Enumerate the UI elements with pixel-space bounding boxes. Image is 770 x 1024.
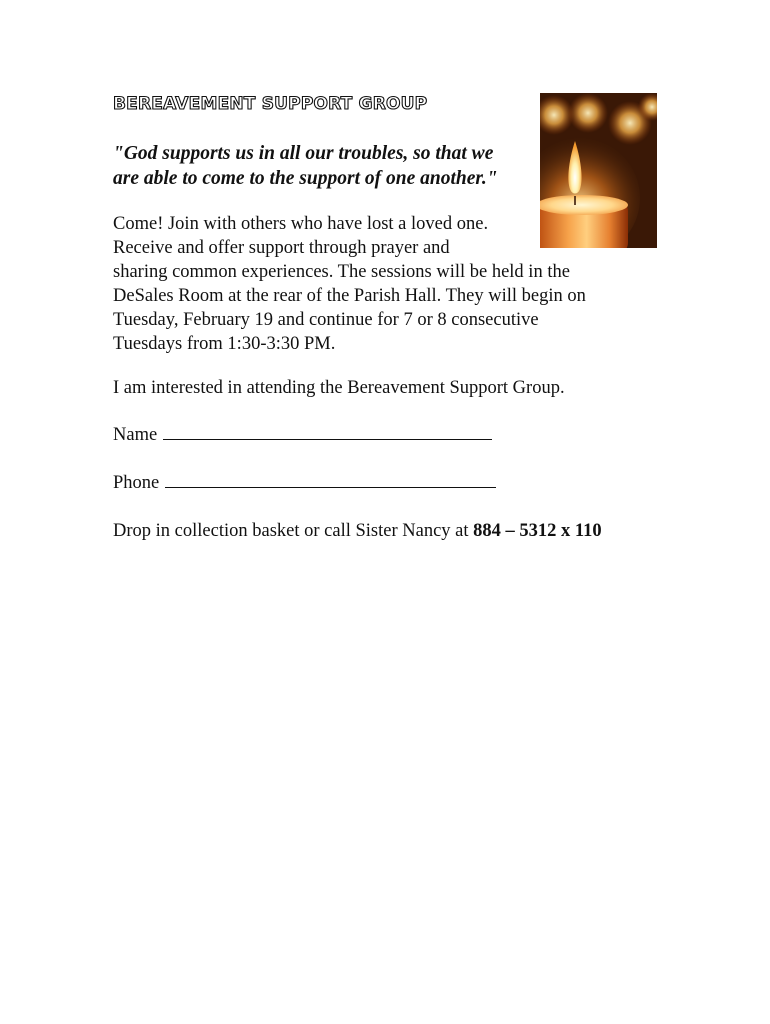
drop-text: Drop in collection basket or call Sister Nancy at bbox=[113, 521, 474, 541]
body-line: Come! Join with others who have lost a loved one. bbox=[113, 214, 489, 234]
phone-field[interactable] bbox=[165, 486, 496, 488]
phone-label: Phone bbox=[113, 473, 160, 493]
name-field[interactable] bbox=[163, 438, 492, 440]
name-row bbox=[113, 425, 492, 446]
flyer-title: BEREAVEMENT SUPPORT GROUP bbox=[113, 94, 428, 114]
body-line: sharing common experiences. The sessions will be held in the bbox=[113, 262, 570, 282]
body-line: DeSales Room at the rear of the Parish Hall. They will begin on bbox=[113, 286, 586, 306]
drop-instructions bbox=[113, 521, 602, 542]
phone-row bbox=[113, 473, 496, 494]
body-line: Tuesdays from 1:30-3:30 PM. bbox=[113, 334, 336, 354]
body-line: Receive and offer support through prayer and bbox=[113, 238, 450, 258]
scripture-quote bbox=[113, 141, 533, 191]
name-label: Name bbox=[113, 425, 158, 445]
flyer-body bbox=[113, 212, 653, 356]
quote-line: "God supports us in all our troubles, so that we bbox=[113, 143, 494, 164]
contact-number: 884 – 5312 x 110 bbox=[473, 521, 602, 541]
quote-line: are able to come to the support of one another." bbox=[113, 168, 498, 189]
interest-statement: I am interested in attending the Bereavement Support Group. bbox=[113, 378, 565, 398]
body-line: Tuesday, February 19 and continue for 7 or 8 consecutive bbox=[113, 310, 539, 330]
